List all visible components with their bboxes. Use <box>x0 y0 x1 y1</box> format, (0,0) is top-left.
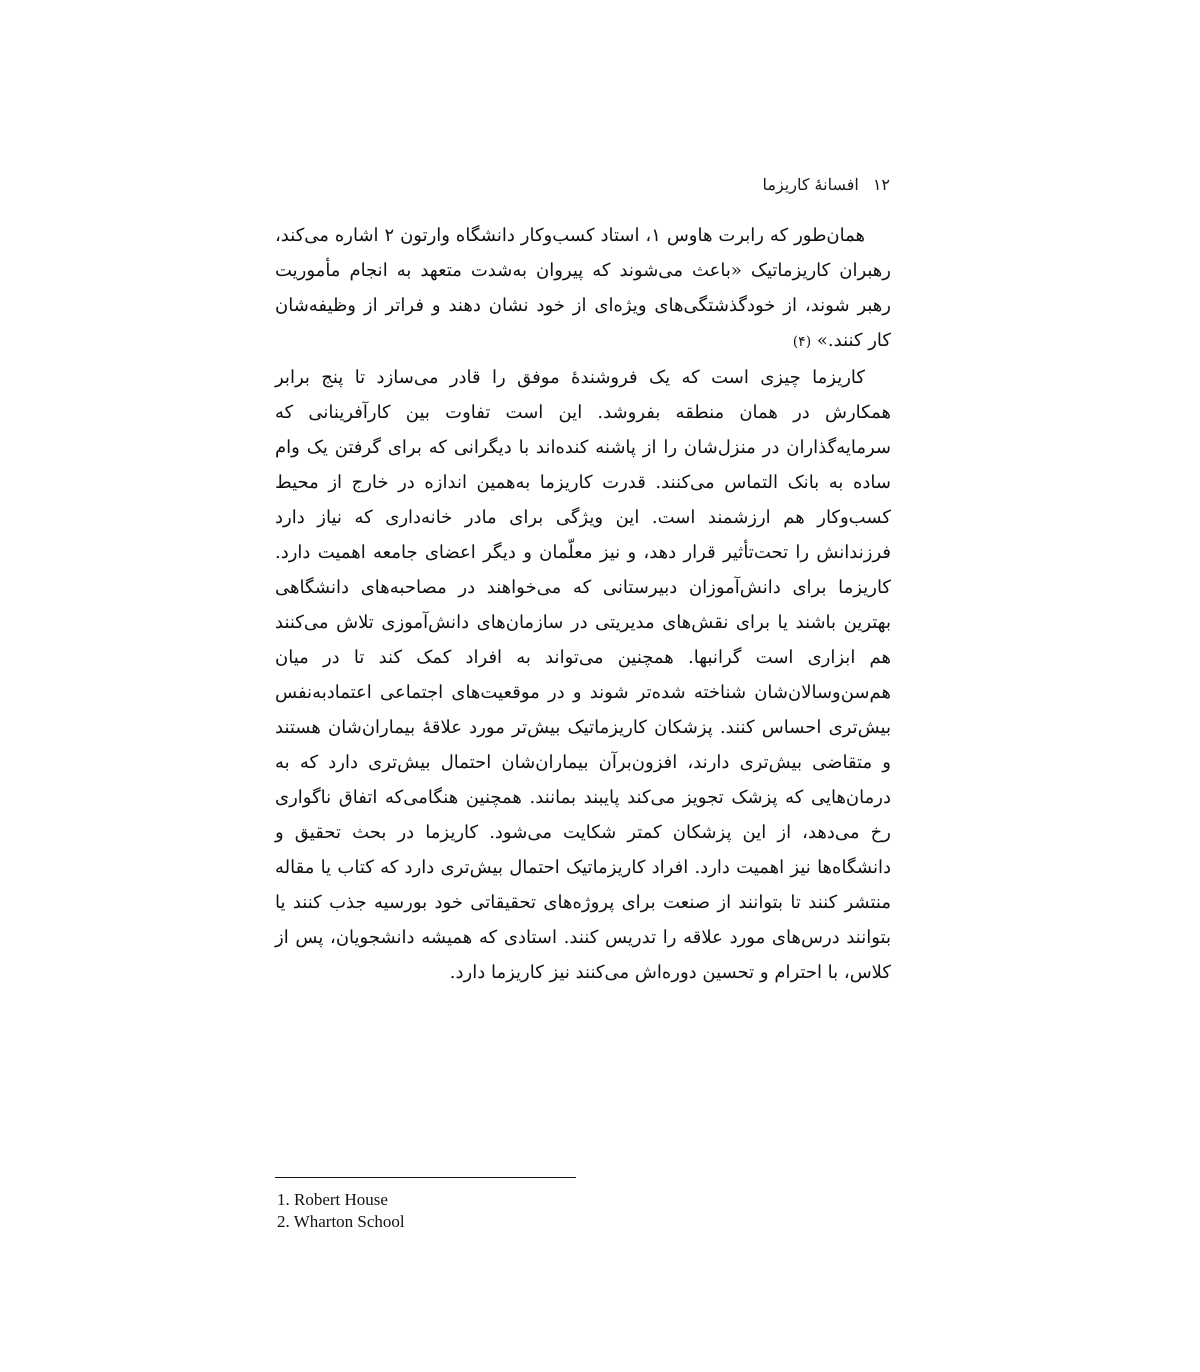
footnotes <box>277 1189 677 1233</box>
paragraph-text: کاریزما چیزی است که یک فروشندهٔ موفق را قادر می‌سازد تا پنج برابر همکارش در همان منطقه بفروشد. این است تفاوت بین کارآفرینانی که سرمایه‌گذاران در منزل‌شان را از پاشنه کنده‌اند با دیگرانی که برای گرفتن یک وام ساده به بانک التماس می‌کنند. قدرت کاریزما به‌همین اندازه در خارج از محیط کسب‌وکار هم ارزشمند است. این ویژگی برای مادر خانه‌داری که نیاز دارد فرزندانش را تحت‌تأثیر قرار دهد، و نیز معلّمان و دیگر اعضای جامعه اهمیت دارد. کاریزما برای دانش‌آموزان دبیرستانی که می‌خواهند در مصاحبه‌های دانشگاهی بهترین باشند یا برای نقش‌های مدیریتی در سازمان‌های دانش‌آموزی تلاش می‌کنند هم ابزاری است گرانبها. همچنین می‌تواند به افراد کمک کند تا در میان هم‌سن‌وسالان‌شان شناخته شده‌تر شوند و در موقعیت‌های اجتماعی اعتمادبه‌نفس بیش‌تری احساس کنند. پزشکان کاریزماتیک بیش‌تر مورد علاقهٔ بیماران‌شان هستند و متقاضی بیش‌تری دارند، افزون‌برآن بیماران‌شان احتمال بیش‌تری دارد که به درمان‌هایی که پزشک تجویز می‌کند پایبند بمانند. همچنین هنگامی‌که اتفاق ناگواری رخ می‌دهد، از این پزشکان کمتر شکایت می‌شود. کاریزما در بحث تحقیق و دانشگاه‌ها نیز اهمیت دارد. افراد کاریزماتیک احتمال بیش‌تری دارد که کتاب یا مقاله منتشر کنند تا بتوانند از صنعت برای پروژه‌های تحقیقاتی خود بورسیه جذب کنند یا بتوانند درس‌های مورد علاقه را تدریس کنند. استادی که همیشه دانشجویان، پس از کلاس، با احترام و تحسین دوره‌اش می‌کنند نیز کاریزما دارد. <box>275 367 891 983</box>
footnote: 1. Robert House <box>277 1190 388 1209</box>
running-header <box>630 175 890 199</box>
body-text <box>275 218 891 1158</box>
paragraph <box>275 218 891 360</box>
running-title: افسانهٔ کاریزما <box>762 175 859 194</box>
paragraph-text: همان‌طور که رابرت هاوس ۱، استاد کسب‌وکار دانشگاه وارتون ۲ اشاره می‌کند، رهبران کاریزماتیک «باعث می‌شوند که پیروان به‌شدت متعهد به انجام مأموریت رهبر شوند، از خودگذشتگی‌های ویژه‌ای از خود نشان دهند و فراتر از وظیفه‌شان کار کنند.» <box>275 225 891 351</box>
reference-number: (۴) <box>792 334 812 350</box>
paragraph <box>275 360 891 990</box>
footnote: 2. Wharton School <box>277 1212 405 1231</box>
page-number: ۱۲ <box>872 175 890 194</box>
footnote-divider <box>275 1177 576 1178</box>
